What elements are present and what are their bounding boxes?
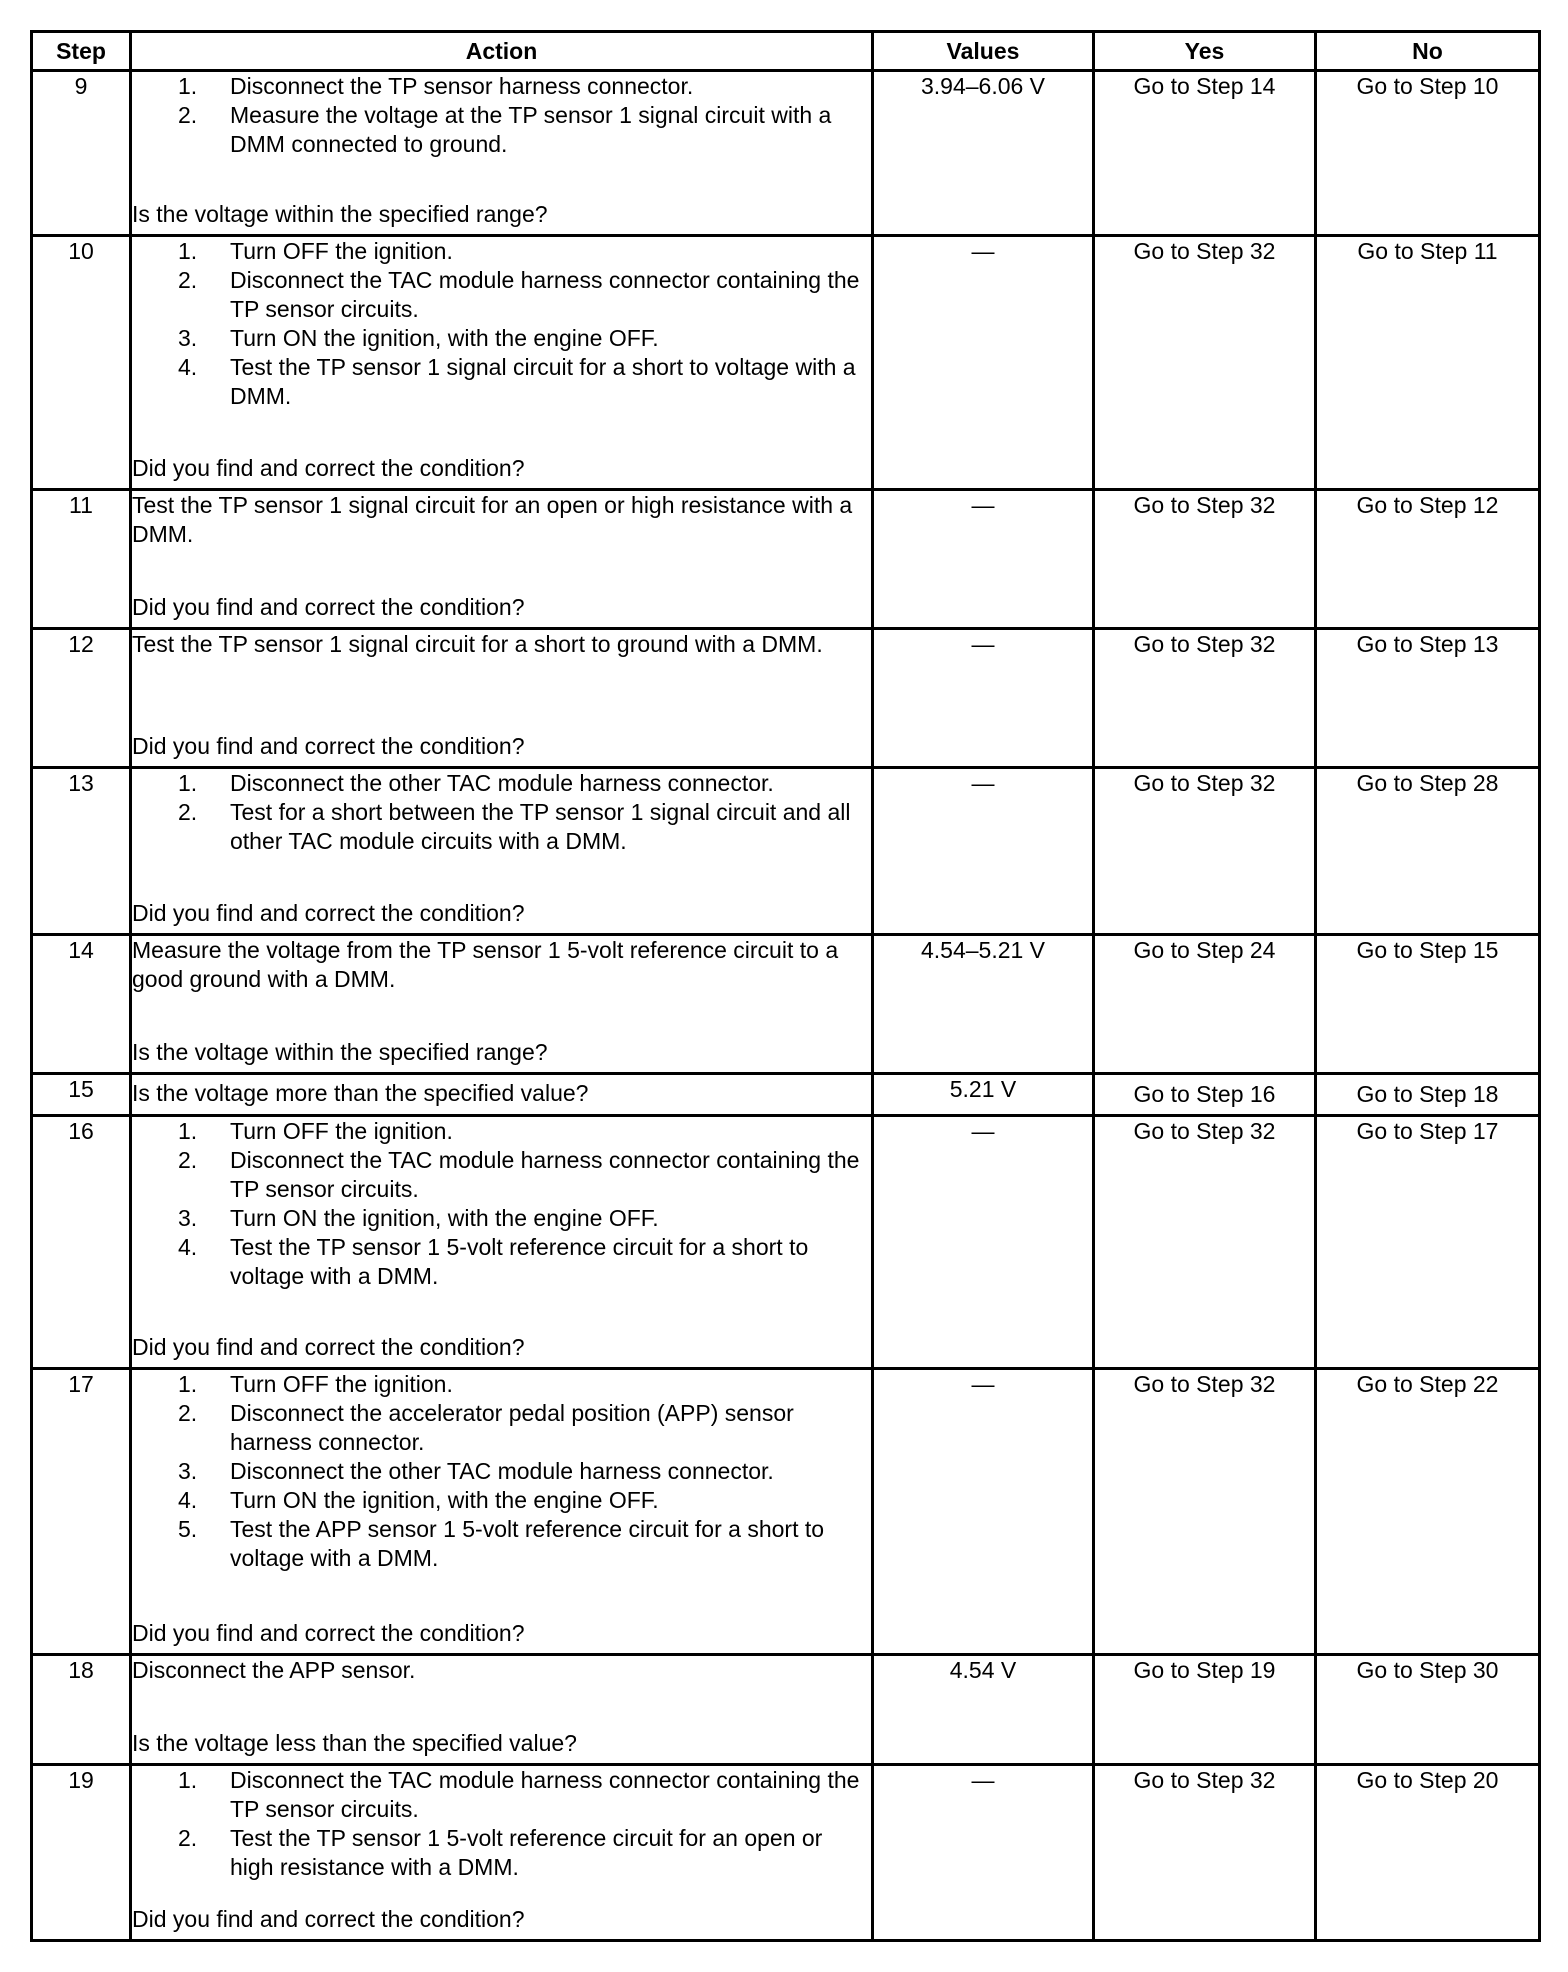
action-content bbox=[132, 72, 871, 229]
action-cell bbox=[131, 1074, 873, 1116]
table-row bbox=[32, 236, 1540, 490]
table-row bbox=[32, 1765, 1540, 1941]
action-step-text: Disconnect the other TAC module harness connector. bbox=[230, 1458, 774, 1484]
action-step-number: 2. bbox=[178, 1147, 198, 1173]
no-cell: Go to Step 18 bbox=[1316, 1074, 1540, 1116]
diagnostic-table bbox=[30, 30, 1541, 1942]
no-cell: Go to Step 12 bbox=[1316, 490, 1540, 629]
header-step: Step bbox=[32, 32, 131, 71]
action-question: Did you find and correct the condition? bbox=[132, 1906, 525, 1932]
action-step-list bbox=[132, 237, 871, 411]
action-cell bbox=[131, 490, 873, 629]
action-step bbox=[132, 1117, 871, 1146]
action-step-text: Turn ON the ignition, with the engine OFF. bbox=[230, 325, 659, 351]
yes-cell: Go to Step 32 bbox=[1094, 1116, 1316, 1369]
action-step-text: Disconnect the TP sensor harness connector. bbox=[230, 73, 694, 99]
header-row bbox=[32, 32, 1540, 71]
action-step bbox=[132, 353, 871, 411]
action-question: Did you find and correct the condition? bbox=[132, 900, 525, 926]
action-step bbox=[132, 237, 871, 266]
table-row bbox=[32, 1116, 1540, 1369]
table-row bbox=[32, 935, 1540, 1074]
action-question: Did you find and correct the condition? bbox=[132, 733, 525, 759]
action-step bbox=[132, 101, 871, 159]
action-instructions bbox=[132, 1370, 871, 1573]
action-instructions bbox=[132, 1656, 871, 1685]
step-number: 13 bbox=[32, 768, 131, 935]
yes-cell: Go to Step 14 bbox=[1094, 71, 1316, 236]
step-number: 9 bbox=[32, 71, 131, 236]
action-step-list bbox=[132, 1370, 871, 1573]
action-step-number: 4. bbox=[178, 354, 198, 380]
no-cell: Go to Step 15 bbox=[1316, 935, 1540, 1074]
action-cell bbox=[131, 935, 873, 1074]
no-cell: Go to Step 11 bbox=[1316, 236, 1540, 490]
action-step-text: Disconnect the other TAC module harness connector. bbox=[230, 770, 774, 796]
yes-cell: Go to Step 32 bbox=[1094, 629, 1316, 768]
yes-cell: Go to Step 32 bbox=[1094, 490, 1316, 629]
action-step bbox=[132, 1370, 871, 1399]
action-step bbox=[132, 1233, 871, 1291]
action-instructions bbox=[132, 936, 871, 994]
action-step-list bbox=[132, 769, 871, 856]
step-number: 10 bbox=[32, 236, 131, 490]
table-body bbox=[32, 71, 1540, 1941]
action-instructions bbox=[132, 237, 871, 411]
header-values: Values bbox=[873, 32, 1094, 71]
step-number: 12 bbox=[32, 629, 131, 768]
action-step bbox=[132, 769, 871, 798]
action-step-number: 2. bbox=[178, 102, 198, 128]
value-cell: — bbox=[873, 236, 1094, 490]
action-step-number: 4. bbox=[178, 1487, 198, 1513]
action-step-text: Test the TP sensor 1 5-volt reference circuit for an open or high resistance with a DMM. bbox=[230, 1825, 823, 1880]
action-step bbox=[132, 1399, 871, 1457]
action-cell bbox=[131, 1765, 873, 1941]
action-step-number: 2. bbox=[178, 267, 198, 293]
action-content bbox=[132, 1075, 871, 1111]
action-instructions bbox=[132, 1766, 871, 1882]
action-question: Is the voltage within the specified range? bbox=[132, 1039, 548, 1065]
action-step-text: Turn OFF the ignition. bbox=[230, 1371, 453, 1397]
action-intro: Disconnect the APP sensor. bbox=[132, 1657, 416, 1683]
action-intro: Measure the voltage from the TP sensor 1 5-volt reference circuit to a good ground with a DMM. bbox=[132, 937, 839, 992]
action-cell bbox=[131, 1655, 873, 1765]
action-instructions bbox=[132, 769, 871, 856]
action-question: Did you find and correct the condition? bbox=[132, 594, 525, 620]
action-intro: Test the TP sensor 1 signal circuit for an open or high resistance with a DMM. bbox=[132, 492, 853, 547]
header-yes: Yes bbox=[1094, 32, 1316, 71]
no-cell: Go to Step 22 bbox=[1316, 1369, 1540, 1655]
action-cell bbox=[131, 1116, 873, 1369]
action-step-number: 1. bbox=[178, 73, 198, 99]
step-number: 15 bbox=[32, 1074, 131, 1116]
action-step-text: Disconnect the accelerator pedal position (APP) sensor harness connector. bbox=[230, 1400, 794, 1455]
yes-cell: Go to Step 32 bbox=[1094, 236, 1316, 490]
value-cell: — bbox=[873, 1116, 1094, 1369]
yes-cell: Go to Step 32 bbox=[1094, 768, 1316, 935]
action-step-text: Turn OFF the ignition. bbox=[230, 238, 453, 264]
action-step bbox=[132, 1515, 871, 1573]
action-content bbox=[132, 1370, 871, 1648]
action-step-number: 2. bbox=[178, 799, 198, 825]
value-cell: 5.21 V bbox=[873, 1074, 1094, 1116]
action-cell bbox=[131, 768, 873, 935]
action-step-list bbox=[132, 72, 871, 159]
action-step-number: 1. bbox=[178, 238, 198, 264]
table-row bbox=[32, 1655, 1540, 1765]
action-question: Is the voltage within the specified range? bbox=[132, 201, 548, 227]
action-question: Did you find and correct the condition? bbox=[132, 1334, 525, 1360]
no-cell: Go to Step 13 bbox=[1316, 629, 1540, 768]
action-step bbox=[132, 324, 871, 353]
table-row bbox=[32, 1074, 1540, 1116]
action-step-number: 1. bbox=[178, 770, 198, 796]
action-step-number: 3. bbox=[178, 1205, 198, 1231]
action-step-number: 1. bbox=[178, 1371, 198, 1397]
action-step-text: Measure the voltage at the TP sensor 1 signal circuit with a DMM connected to ground. bbox=[230, 102, 832, 157]
action-cell bbox=[131, 71, 873, 236]
action-step-number: 2. bbox=[178, 1825, 198, 1851]
action-content bbox=[132, 1766, 871, 1934]
document-page bbox=[30, 30, 1538, 1942]
action-step bbox=[132, 1766, 871, 1824]
action-content bbox=[132, 630, 871, 761]
action-instructions bbox=[132, 630, 871, 659]
value-cell: — bbox=[873, 1369, 1094, 1655]
yes-cell: Go to Step 32 bbox=[1094, 1369, 1316, 1655]
action-question: Is the voltage less than the specified value? bbox=[132, 1730, 577, 1756]
action-instructions bbox=[132, 491, 871, 549]
action-content bbox=[132, 936, 871, 1067]
value-cell: 4.54–5.21 V bbox=[873, 935, 1094, 1074]
action-step bbox=[132, 266, 871, 324]
no-cell: Go to Step 17 bbox=[1316, 1116, 1540, 1369]
table-row bbox=[32, 629, 1540, 768]
action-step-number: 5. bbox=[178, 1516, 198, 1542]
table-row bbox=[32, 1369, 1540, 1655]
header-action: Action bbox=[131, 32, 873, 71]
action-step-text: Test the TP sensor 1 5-volt reference circuit for a short to voltage with a DMM. bbox=[230, 1234, 809, 1289]
action-step-text: Disconnect the TAC module harness connector containing the TP sensor circuits. bbox=[230, 1767, 860, 1822]
action-content bbox=[132, 491, 871, 622]
yes-cell: Go to Step 24 bbox=[1094, 935, 1316, 1074]
action-intro: Test the TP sensor 1 signal circuit for a short to ground with a DMM. bbox=[132, 631, 823, 657]
action-question: Is the voltage more than the specified value? bbox=[132, 1079, 589, 1106]
no-cell: Go to Step 20 bbox=[1316, 1765, 1540, 1941]
yes-cell: Go to Step 19 bbox=[1094, 1655, 1316, 1765]
step-number: 18 bbox=[32, 1655, 131, 1765]
no-cell: Go to Step 28 bbox=[1316, 768, 1540, 935]
action-step-text: Turn ON the ignition, with the engine OFF. bbox=[230, 1487, 659, 1513]
action-step-text: Disconnect the TAC module harness connector containing the TP sensor circuits. bbox=[230, 1147, 860, 1202]
value-cell: 3.94–6.06 V bbox=[873, 71, 1094, 236]
action-step-text: Test the APP sensor 1 5-volt reference circuit for a short to voltage with a DMM. bbox=[230, 1516, 825, 1571]
action-content bbox=[132, 237, 871, 483]
action-step-list bbox=[132, 1766, 871, 1882]
table-row bbox=[32, 490, 1540, 629]
action-step bbox=[132, 1824, 871, 1882]
action-step-number: 2. bbox=[178, 1400, 198, 1426]
value-cell: — bbox=[873, 490, 1094, 629]
action-step-text: Test the TP sensor 1 signal circuit for a short to voltage with a DMM. bbox=[230, 354, 856, 409]
yes-cell: Go to Step 16 bbox=[1094, 1074, 1316, 1116]
action-step-number: 1. bbox=[178, 1767, 198, 1793]
action-step-text: Disconnect the TAC module harness connector containing the TP sensor circuits. bbox=[230, 267, 860, 322]
action-instructions bbox=[132, 72, 871, 159]
value-cell: — bbox=[873, 1765, 1094, 1941]
action-step-number: 1. bbox=[178, 1118, 198, 1144]
value-cell: 4.54 V bbox=[873, 1655, 1094, 1765]
action-step bbox=[132, 1486, 871, 1515]
step-number: 16 bbox=[32, 1116, 131, 1369]
no-cell: Go to Step 10 bbox=[1316, 71, 1540, 236]
no-cell: Go to Step 30 bbox=[1316, 1655, 1540, 1765]
step-number: 14 bbox=[32, 935, 131, 1074]
action-step-list bbox=[132, 1117, 871, 1291]
action-step bbox=[132, 1457, 871, 1486]
action-question: Did you find and correct the condition? bbox=[132, 1620, 525, 1646]
action-content bbox=[132, 1117, 871, 1362]
action-step bbox=[132, 798, 871, 856]
action-step-text: Test for a short between the TP sensor 1 signal circuit and all other TAC module circuits with a DMM. bbox=[230, 799, 851, 854]
action-content bbox=[132, 1656, 871, 1758]
table-row bbox=[32, 768, 1540, 935]
action-step-text: Turn OFF the ignition. bbox=[230, 1118, 453, 1144]
step-number: 17 bbox=[32, 1369, 131, 1655]
step-number: 19 bbox=[32, 1765, 131, 1941]
value-cell: — bbox=[873, 629, 1094, 768]
action-cell bbox=[131, 236, 873, 490]
action-cell bbox=[131, 1369, 873, 1655]
value-cell: — bbox=[873, 768, 1094, 935]
action-step bbox=[132, 72, 871, 101]
action-step-text: Turn ON the ignition, with the engine OFF. bbox=[230, 1205, 659, 1231]
action-cell bbox=[131, 629, 873, 768]
action-step bbox=[132, 1204, 871, 1233]
header-no: No bbox=[1316, 32, 1540, 71]
action-question: Did you find and correct the condition? bbox=[132, 455, 525, 481]
action-content bbox=[132, 769, 871, 928]
action-step bbox=[132, 1146, 871, 1204]
action-step-number: 3. bbox=[178, 325, 198, 351]
table-row bbox=[32, 71, 1540, 236]
action-step-number: 3. bbox=[178, 1458, 198, 1484]
step-number: 11 bbox=[32, 490, 131, 629]
yes-cell: Go to Step 32 bbox=[1094, 1765, 1316, 1941]
action-step-number: 4. bbox=[178, 1234, 198, 1260]
action-instructions bbox=[132, 1117, 871, 1291]
